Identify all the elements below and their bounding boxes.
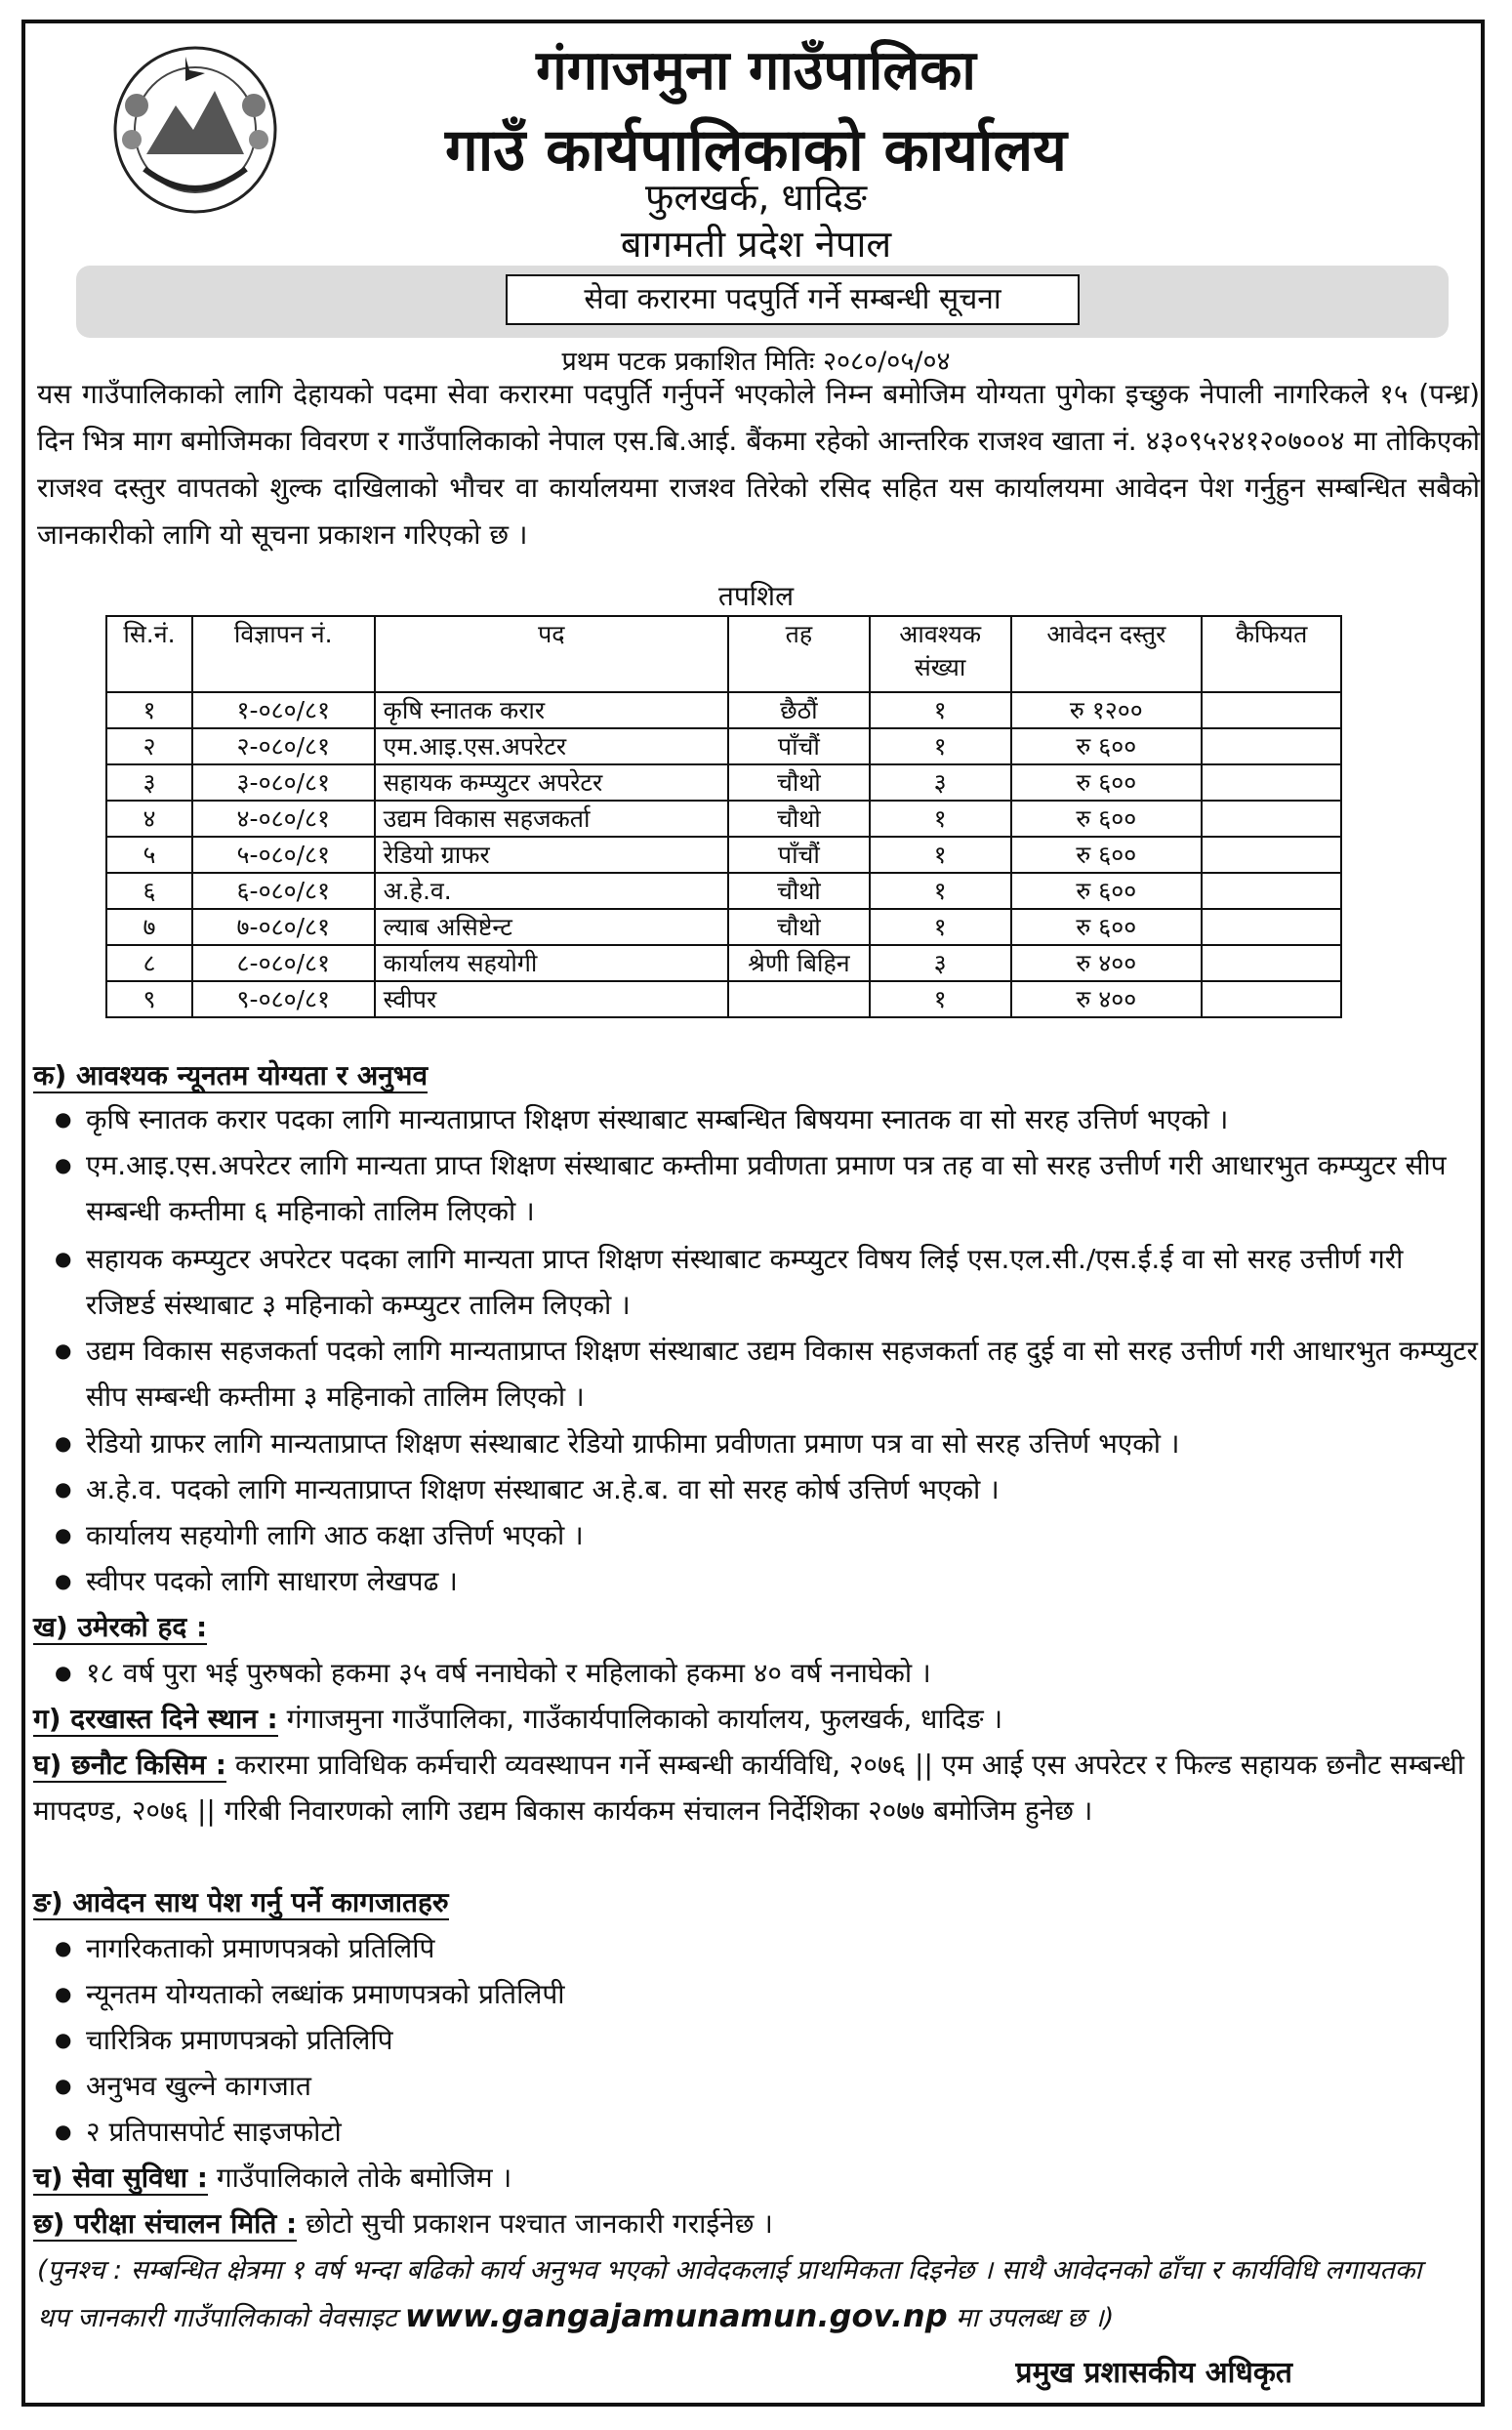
office-location: फुलखर्क, धादिङ bbox=[645, 176, 867, 219]
cell-fee: रु ६०० bbox=[1011, 909, 1203, 945]
footnote-text-end: मा उपलब्ध छ ।) bbox=[947, 2303, 1115, 2333]
cell-post: उद्यम विकास सहजकर्ता bbox=[375, 801, 728, 837]
cell-ad-no: ४-०८०/८१ bbox=[192, 801, 375, 837]
col-sn: सि.नं. bbox=[106, 616, 192, 692]
cell-level bbox=[728, 981, 870, 1017]
section-heading: घ) छनौट किसिम : bbox=[33, 1749, 226, 1781]
section-service-facility bbox=[33, 2155, 1480, 2201]
table-row bbox=[106, 909, 1341, 945]
table-row bbox=[106, 981, 1341, 1017]
section-text: गाउँपालिकाले तोके बमोजिम । bbox=[208, 2162, 512, 2194]
footnote bbox=[37, 2247, 1443, 2341]
cell-required: १ bbox=[870, 837, 1011, 873]
cell-sn: ८ bbox=[106, 945, 192, 981]
section-selection-method bbox=[33, 1742, 1480, 1833]
cell-post: कृषि स्नातक करार bbox=[375, 692, 728, 728]
cell-post: अ.हे.व. bbox=[375, 873, 728, 909]
cell-sn: ९ bbox=[106, 981, 192, 1017]
cell-ad-no: २-०८०/८१ bbox=[192, 728, 375, 764]
cell-sn: ५ bbox=[106, 837, 192, 873]
table-row bbox=[106, 728, 1341, 764]
cell-fee: रु ४०० bbox=[1011, 945, 1203, 981]
cell-sn: २ bbox=[106, 728, 192, 764]
list-item: ● १८ वर्ष पुरा भई पुरुषको हकमा ३५ वर्ष ननाघेको र महिलाको हकमा ४० वर्ष ननाघेको । bbox=[86, 1650, 1480, 1696]
municipality-name: गंगाजमुना गाउँपालिका bbox=[536, 39, 976, 103]
cell-fee: रु ६०० bbox=[1011, 837, 1203, 873]
section-heading: ङ) आवेदन साथ पेश गर्नु पर्ने कागजातहरु bbox=[33, 1886, 449, 1918]
cell-ad-no: ७-०८०/८१ bbox=[192, 909, 375, 945]
section-documents bbox=[33, 1879, 1480, 1925]
cell-sn: ७ bbox=[106, 909, 192, 945]
cell-fee: रु ४०० bbox=[1011, 981, 1203, 1017]
col-ad-no: विज्ञापन नं. bbox=[192, 616, 375, 692]
cell-level: पाँचौं bbox=[728, 728, 870, 764]
cell-fee: रु १२०० bbox=[1011, 692, 1203, 728]
col-level: तह bbox=[728, 616, 870, 692]
cell-remarks bbox=[1202, 764, 1341, 801]
list-item: ● चारित्रिक प्रमाणपत्रको प्रतिलिपि bbox=[86, 2017, 1480, 2063]
list-item: ● उद्यम विकास सहजकर्ता पदको लागि मान्यताप्राप्त शिक्षण संस्थाबाट उद्यम विकास सहजकर्ता तह दुई वा सो सरह उत्तीर्ण गरी आधारभुत कम्प्युटर सीप सम्बन्धी कम्तीमा ३ महिनाको तालिम लिएको । bbox=[86, 1328, 1480, 1420]
cell-remarks bbox=[1202, 728, 1341, 764]
table-row bbox=[106, 801, 1341, 837]
cell-remarks bbox=[1202, 909, 1341, 945]
cell-remarks bbox=[1202, 801, 1341, 837]
section-application-place bbox=[33, 1696, 1480, 1742]
cell-required: ३ bbox=[870, 764, 1011, 801]
published-date: प्रथम पटक प्रकाशित मितिः २०८०/०५/०४ bbox=[561, 347, 951, 377]
section-heading: ख) उमेरको हद : bbox=[33, 1611, 208, 1643]
cell-level: चौथो bbox=[728, 764, 870, 801]
section-text: गंगाजमुना गाउँपालिका, गाउँकार्यपालिकाको कार्यालय, फुलखर्क, धादिङ । bbox=[277, 1703, 1003, 1735]
cell-remarks bbox=[1202, 873, 1341, 909]
cell-post: कार्यालय सहयोगी bbox=[375, 945, 728, 981]
cell-fee: रु ६०० bbox=[1011, 801, 1203, 837]
section-heading: क) आवश्यक न्यूनतम योग्यता र अनुभव bbox=[33, 1059, 429, 1091]
province-country: बागमती प्रदेश नेपाल bbox=[620, 223, 892, 266]
cell-sn: ६ bbox=[106, 873, 192, 909]
cell-level: चौथो bbox=[728, 801, 870, 837]
cell-post: रेडियो ग्राफर bbox=[375, 837, 728, 873]
cell-remarks bbox=[1202, 981, 1341, 1017]
cell-remarks bbox=[1202, 945, 1341, 981]
cell-required: १ bbox=[870, 692, 1011, 728]
cell-ad-no: ५-०८०/८१ bbox=[192, 837, 375, 873]
cell-required: १ bbox=[870, 801, 1011, 837]
cell-post: ल्याब असिष्टेन्ट bbox=[375, 909, 728, 945]
list-item: ● रेडियो ग्राफर लागि मान्यताप्राप्त शिक्षण संस्थाबाट रेडियो ग्राफीमा प्रवीणता प्रमाण पत्र वा सो सरह उत्तिर्ण भएको । bbox=[86, 1421, 1480, 1466]
table-caption: तपशिल bbox=[717, 580, 795, 612]
cell-required: १ bbox=[870, 728, 1011, 764]
website-link[interactable]: www.gangajamunamun.gov.np bbox=[404, 2297, 948, 2334]
cell-fee: रु ६०० bbox=[1011, 873, 1203, 909]
section-heading: च) सेवा सुविधा : bbox=[33, 2162, 208, 2194]
cell-ad-no: ९-०८०/८१ bbox=[192, 981, 375, 1017]
cell-level: चौथो bbox=[728, 909, 870, 945]
cell-sn: ३ bbox=[106, 764, 192, 801]
table-row bbox=[106, 837, 1341, 873]
section-text: करारमा प्राविधिक कर्मचारी व्यवस्थापन गर्ने सम्बन्धी कार्यविधि, २०७६ || एम आई एस अपरेटर र फिल्ड सहायक छनौट सम्बन्धी मापदण्ड, २०७६ || गरिबी निवारणको लागि उद्यम बिकास कार्यकम संचालन निर्देशिका २०७७ बमोजिम हुनेछ । bbox=[33, 1749, 1465, 1827]
col-post: पद bbox=[375, 616, 728, 692]
list-item: ● सहायक कम्प्युटर अपरेटर पदका लागि मान्यता प्राप्त शिक्षण संस्थाबाट कम्प्युटर विषय लिई एस.एल.सी./एस.ई.ई वा सो सरह उत्तीर्ण गरी रजिष्टर्ड संस्थाबाट ३ महिनाको कम्प्युटर तालिम लिएको । bbox=[86, 1236, 1480, 1328]
section-exam-date bbox=[33, 2201, 1480, 2246]
cell-required: १ bbox=[870, 873, 1011, 909]
cell-remarks bbox=[1202, 692, 1341, 728]
cell-required: ३ bbox=[870, 945, 1011, 981]
list-item: ● कार्यालय सहयोगी लागि आठ कक्षा उत्तिर्ण भएको । bbox=[86, 1512, 1480, 1558]
cell-required: १ bbox=[870, 981, 1011, 1017]
list-item: ● अ.हे.व. पदको लागि मान्यताप्राप्त शिक्षण संस्थाबाट अ.हे.ब. वा सो सरह कोर्ष उत्तिर्ण भएको । bbox=[86, 1466, 1480, 1512]
section-text: छोटो सुची प्रकाशन पश्चात जानकारी गराईनेछ । bbox=[297, 2207, 773, 2240]
list-item: ● २ प्रतिपासपोर्ट साइजफोटो bbox=[86, 2109, 1480, 2155]
cell-remarks bbox=[1202, 837, 1341, 873]
list-item: ● अनुभव खुल्ने कागजात bbox=[86, 2063, 1480, 2109]
cell-required: १ bbox=[870, 909, 1011, 945]
table-header-row bbox=[106, 616, 1341, 692]
table-row bbox=[106, 873, 1341, 909]
cell-ad-no: ८-०८०/८१ bbox=[192, 945, 375, 981]
cell-ad-no: १-०८०/८१ bbox=[192, 692, 375, 728]
cell-level: श्रेणी बिहिन bbox=[728, 945, 870, 981]
cell-sn: ४ bbox=[106, 801, 192, 837]
footnote-text: (पुनश्च : सम्बन्धित क्षेत्रमा १ वर्ष भन्दा बढिको कार्य अनुभव भएको आवेदकलाई प्राथमिकता दिइनेछ । साथै आवेदनको ढाँचा र कार्यविधि लगायतका थप जानकारी गाउँपालिकाको वेवसाइट bbox=[37, 2255, 1422, 2333]
cell-level: छैठौं bbox=[728, 692, 870, 728]
col-fee: आवेदन दस्तुर bbox=[1011, 616, 1203, 692]
intro-paragraph: यस गाउँपालिकाको लागि देहायको पदमा सेवा करारमा पदपुर्ति गर्नुपर्ने भएकोले निम्न बमोजिम योग्यता पुगेका इच्छुक नेपाली नागरिकले १५ (पन्ध्र) दिन भित्र माग बमोजिमका विवरण र गाउँपालिकाको नेपाल एस.बि.आई. बैंकमा रहेको आन्तरिक राजश्व खाता नं. ४३०९५२४१२०७००४ मा तोकिएको राजश्व दस्तुर वापतको शुल्क दाखिलाको भौचर वा कार्यालयमा राजश्व तिरेको रसिद सहित यस कार्यालयमा आवेदन पेश गर्नुहुन सम्बन्धित सबैको जानकारीको लागि यो सूचना प्रकाशन गरिएको छ । bbox=[37, 378, 1480, 551]
cell-level: चौथो bbox=[728, 873, 870, 909]
cell-post: स्वीपर bbox=[375, 981, 728, 1017]
list-item: ● न्यूनतम योग्यताको लब्धांक प्रमाणपत्रको प्रतिलिपी bbox=[86, 1971, 1480, 2017]
cell-post: सहायक कम्प्युटर अपरेटर bbox=[375, 764, 728, 801]
office-name: गाउँ कार्यपालिकाको कार्यालय bbox=[445, 116, 1067, 185]
list-item: ● नागरिकताको प्रमाणपत्रको प्रतिलिपि bbox=[86, 1925, 1480, 1971]
cell-fee: रु ६०० bbox=[1011, 728, 1203, 764]
list-item: ● स्वीपर पदको लागि साधारण लेखपढ । bbox=[86, 1558, 1480, 1604]
cell-level: पाँचौं bbox=[728, 837, 870, 873]
cell-sn: १ bbox=[106, 692, 192, 728]
cell-ad-no: ६-०८०/८१ bbox=[192, 873, 375, 909]
table-row bbox=[106, 692, 1341, 728]
cell-post: एम.आइ.एस.अपरेटर bbox=[375, 728, 728, 764]
list-item: ● कृषि स्नातक करार पदका लागि मान्यताप्राप्त शिक्षण संस्थाबाट सम्बन्धित बिषयमा स्नातक वा सो सरह उत्तिर्ण भएको । bbox=[86, 1096, 1480, 1142]
table-row bbox=[106, 764, 1341, 801]
cell-ad-no: ३-०८०/८१ bbox=[192, 764, 375, 801]
section-heading: छ) परीक्षा संचालन मिति : bbox=[33, 2207, 298, 2240]
list-item: ● एम.आइ.एस.अपरेटर लागि मान्यता प्राप्त शिक्षण संस्थाबाट कम्तीमा प्रवीणता प्रमाण पत्र तह वा सो सरह उत्तीर्ण गरी आधारभुत कम्प्युटर सीप सम्बन्धी कम्तीमा ६ महिनाको तालिम लिएको । bbox=[86, 1142, 1480, 1234]
vacancy-table bbox=[105, 615, 1342, 1018]
section-qualification bbox=[33, 1052, 1480, 1098]
section-heading: ग) दरखास्त दिने स्थान : bbox=[33, 1703, 278, 1735]
table-row bbox=[106, 945, 1341, 981]
cell-fee: रु ६०० bbox=[1011, 764, 1203, 801]
col-remarks: कैफियत bbox=[1202, 616, 1341, 692]
section-age-limit bbox=[33, 1604, 1480, 1650]
notice-title: सेवा करारमा पदपुर्ति गर्ने सम्बन्धी सूचना bbox=[506, 274, 1080, 325]
signatory-title: प्रमुख प्रशासकीय अधिकृत bbox=[1015, 2356, 1292, 2390]
col-required: आवश्यक संख्या bbox=[870, 616, 1011, 692]
